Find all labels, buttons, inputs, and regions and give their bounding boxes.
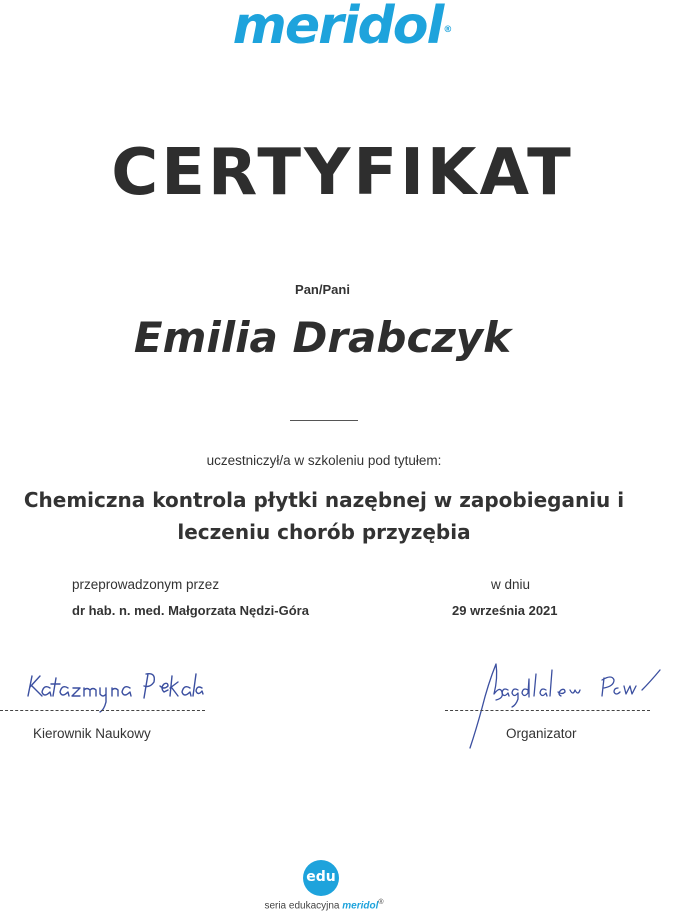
role-scientific-director: Kierownik Naukowy — [33, 726, 151, 741]
logo-text: meridol — [232, 0, 443, 56]
certificate-title: CERTYFIKAT — [111, 136, 574, 210]
series-footer — [0, 899, 648, 911]
series-prefix: seria edukacyjna — [264, 900, 343, 912]
date-value: 29 września 2021 — [452, 603, 558, 618]
signature-line-right — [445, 710, 650, 711]
conducted-by-label: przeprowadzonym przez — [72, 577, 220, 592]
meridol-logo — [0, 0, 685, 56]
conducted-by-value: dr hab. n. med. Małgorzata Nędzi-Góra — [72, 603, 309, 618]
recipient-name: Emilia Drabczyk — [133, 313, 512, 362]
course-title-line-1: Chemiczna kontrola płytki nazębnej w zapobieganiu i — [23, 488, 625, 512]
salutation: Pan/Pani — [295, 282, 350, 297]
series-mark: ® — [378, 899, 384, 906]
date-label: w dniu — [491, 577, 531, 592]
series-brand: meridol — [342, 900, 379, 912]
name-divider — [290, 420, 358, 421]
edu-badge-icon: edu — [303, 860, 339, 896]
course-title — [0, 484, 648, 548]
registered-mark: ® — [443, 25, 453, 35]
role-organizer: Organizator — [506, 726, 577, 741]
signature-line-left — [0, 710, 205, 711]
signature-left-icon — [24, 662, 204, 720]
intro-text: uczestniczył/a w szkoleniu pod tytułem: — [206, 453, 442, 468]
course-title-line-2: leczeniu chorób przyzębia — [177, 520, 471, 544]
